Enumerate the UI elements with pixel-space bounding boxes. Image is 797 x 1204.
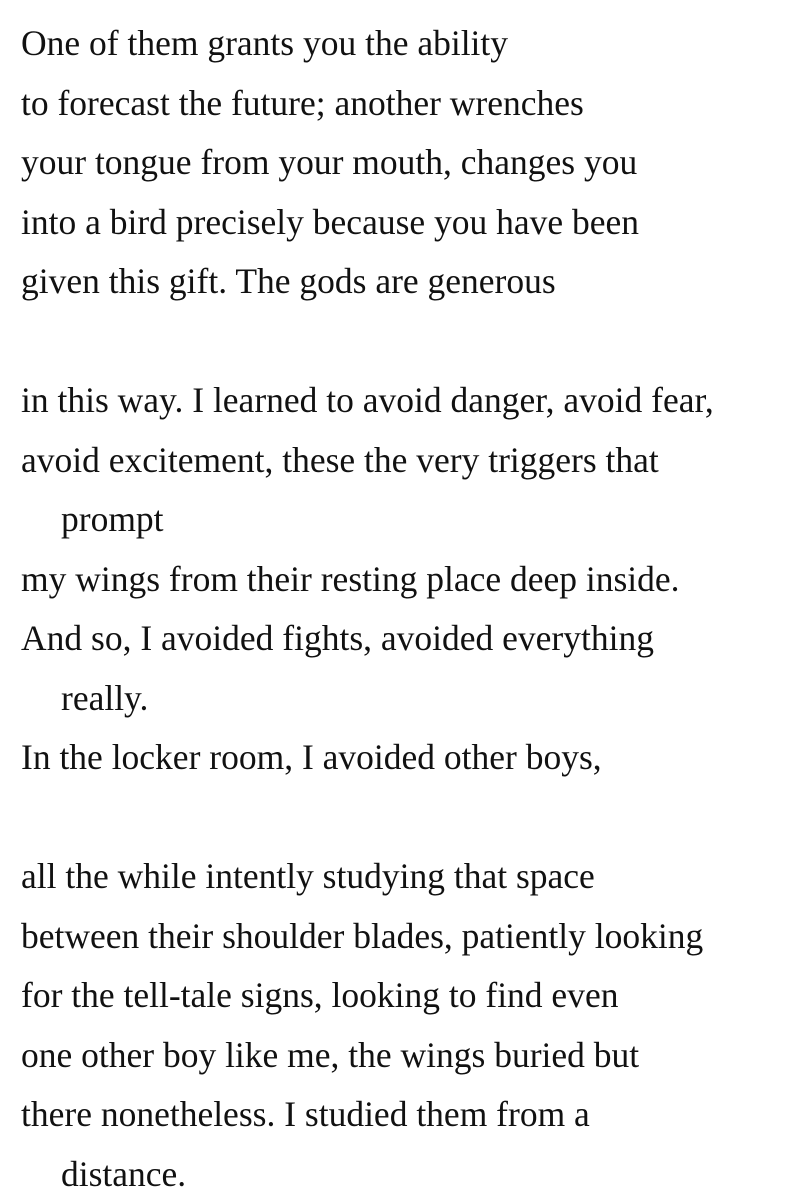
stanza-1 <box>21 14 791 312</box>
poem-line: One of them grants you the ability <box>21 14 791 74</box>
poem-line: And so, I avoided fights, avoided everything <box>21 609 791 669</box>
poem-line-continuation: really. <box>21 669 791 729</box>
poem-line: between their shoulder blades, patiently looking <box>21 907 791 967</box>
poem-line-continuation: prompt <box>21 490 791 550</box>
poem-line: given this gift. The gods are generous <box>21 252 791 312</box>
stanza-3 <box>21 847 791 1204</box>
stanza-2 <box>21 371 791 788</box>
stanza-break <box>21 788 791 848</box>
poem-body <box>21 14 791 1204</box>
poem-line: my wings from their resting place deep inside. <box>21 550 791 610</box>
poem-line: one other boy like me, the wings buried but <box>21 1026 791 1086</box>
poem-line: in this way. I learned to avoid danger, avoid fear, <box>21 371 791 431</box>
poem-line: into a bird precisely because you have been <box>21 193 791 253</box>
poem-line: In the locker room, I avoided other boys, <box>21 728 791 788</box>
poem-line: all the while intently studying that space <box>21 847 791 907</box>
stanza-break <box>21 312 791 372</box>
poem-line-continuation: distance. <box>21 1145 791 1204</box>
poem-line: there nonetheless. I studied them from a <box>21 1085 791 1145</box>
poem-line: avoid excitement, these the very triggers that <box>21 431 791 491</box>
poem-line: for the tell-tale signs, looking to find even <box>21 966 791 1026</box>
poem-line: to forecast the future; another wrenches <box>21 74 791 134</box>
poem-line: your tongue from your mouth, changes you <box>21 133 791 193</box>
